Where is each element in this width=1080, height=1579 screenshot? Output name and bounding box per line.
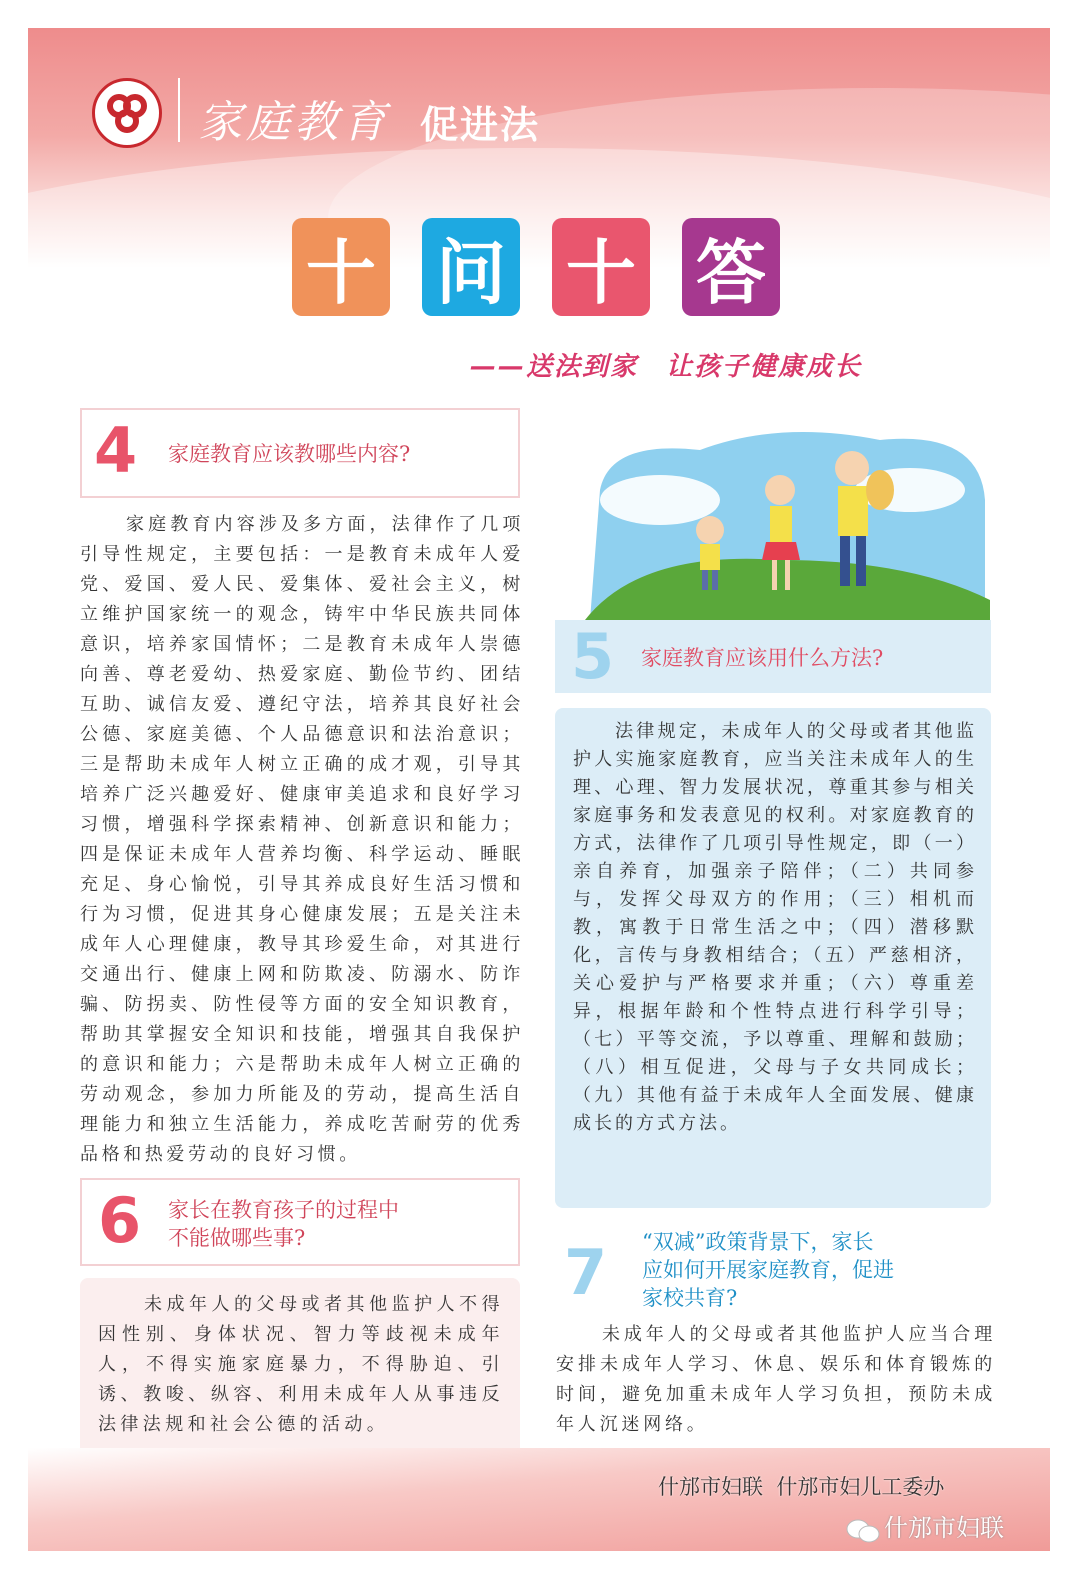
header-divider — [178, 78, 180, 142]
q6-title-line2: 不能做哪些事? — [168, 1226, 306, 1250]
q5-title: 家庭教育应该用什么方法? — [641, 646, 884, 670]
footer-org: 什邡市妇联 什邡市妇儿工委办 — [658, 1475, 945, 1499]
tile-answer: 答 — [682, 218, 780, 316]
tile-ask: 问 — [422, 218, 520, 316]
q5-body: 法律规定，未成年人的父母或者其他监护人实施家庭教育，应当关注未成年人的生理、心理、智力发展状况，尊重其参与相关家庭事务和发表意见的权利。对家庭教育的方式，法律作了几项引导性规定，即（一）亲自养育，加强亲子陪伴；（二）共同参与，发挥父母双方的作用；（三）相机而教，寓教于日常生活之中；（四）潜移默化，言传与身教相结合；（五）严慈相济，关心爱护与严格要求并重；（六）尊重差异，根据年龄和个性特点进行科学引导；（七）平等交流，予以尊重、理解和鼓励；（八）相互促进，父母与子女共同成长；（九）其他有益于未成年人全面发展、健康成长的方式方法。 — [573, 721, 977, 1134]
q6-title-line1: 家长在教育孩子的过程中 — [168, 1198, 399, 1222]
q4-body: 家庭教育内容涉及多方面，法律作了几项引导性规定，主要包括：一是教育未成年人爱党、爱国、爱人民、爱集体、爱社会主义，树立维护国家统一的观念，铸牢中华民族共同体意识，培养家国情怀；二是教育未成年人崇德向善、尊老爱幼、热爱家庭、勤俭节约、团结互助、诚信友爱、遵纪守法，培养其良好社会公德、家庭美德、个人品德意识和法治意识；三是帮助未成年人树立正确的成才观，引导其培养广泛兴趣爱好、健康审美追求和良好学习习惯，增强科学探索精神、创新意识和能力；四是保证未成年人营养均衡、科学运动、睡眠充足、身心愉悦，引导其养成良好生活习惯和行为习惯，促进其身心健康发展；五是关注未成年人心理健康，教导其珍爱生命，对其进行交通出行、健康上网和防欺凌、防溺水、防诈骗、防拐卖、防性侵等方面的安全知识教育，帮助其掌握安全知识和技能，增强其自我保护的意识和能力；六是帮助未成年人树立正确的劳动观念，参加力所能及的劳动，提高生活自理能力和独立生活能力，养成吃苦耐劳的优秀品格和热爱劳动的良好习惯。 — [80, 514, 524, 1165]
q4-title: 家庭教育应该教哪些内容? — [168, 442, 411, 466]
subtitle: ——送法到家 让孩子健康成长 — [470, 352, 863, 382]
title-script: 家庭教育 — [198, 97, 390, 148]
q7-title-line2: 应如何开展家庭教育，促进 — [642, 1258, 894, 1282]
q4-header — [80, 408, 520, 498]
womens-federation-logo — [92, 78, 162, 148]
tile-ten-2: 十 — [552, 218, 650, 316]
q6-header — [80, 1178, 520, 1266]
title-bold: 促进法 — [420, 103, 541, 147]
poster — [28, 28, 1050, 1551]
q6-body: 未成年人的父母或者其他监护人不得因性别、身体状况、智力等歧视未成年人，不得实施家庭暴力，不得胁迫、引诱、教唆、纵容、利用未成年人从事违反法律法规和社会公德的活动。 — [98, 1294, 504, 1435]
q7-number: 7 — [564, 1236, 608, 1309]
family-illustration — [580, 420, 992, 620]
q5-number: 5 — [571, 620, 615, 693]
q7-title-line1: “双减”政策背景下，家长 — [642, 1230, 874, 1254]
q7-body: 未成年人的父母或者其他监护人应当合理安排未成年人学习、休息、娱乐和体育锻炼的时间，避免加重未成年人学习负担，预防未成年人沉迷网络。 — [556, 1324, 996, 1435]
footer-watermark: 什邡市妇联 — [884, 1514, 1004, 1542]
wechat-icon — [846, 1518, 880, 1544]
q7-title-line3: 家校共育? — [642, 1286, 738, 1310]
q4-number: 4 — [94, 414, 138, 487]
q5-header — [555, 620, 991, 693]
q6-number: 6 — [98, 1184, 142, 1257]
tile-ten-1: 十 — [292, 218, 390, 316]
